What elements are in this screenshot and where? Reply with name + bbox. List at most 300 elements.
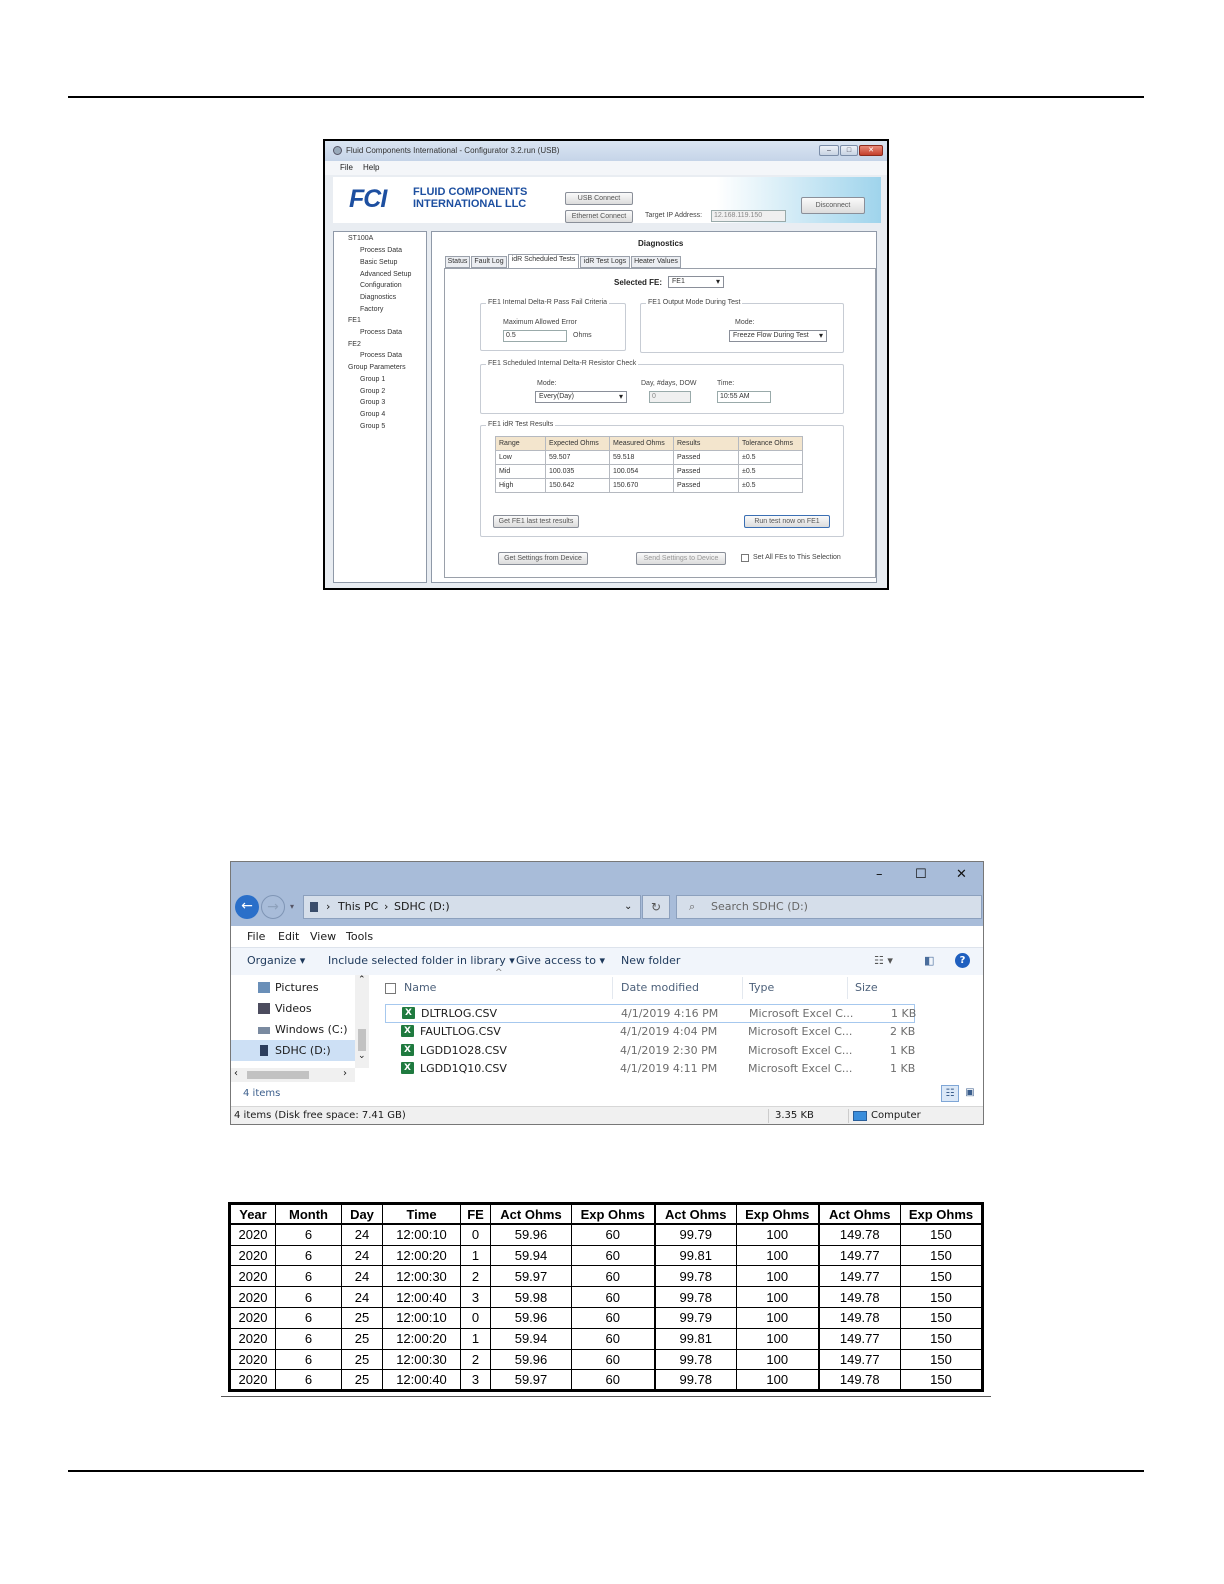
results-cell: Passed (674, 479, 739, 493)
menu-bar (325, 161, 887, 175)
tree-item-diagnostics[interactable]: Diagnostics (360, 294, 397, 301)
disconnect-button[interactable]: Disconnect (801, 197, 865, 214)
status-size: 3.35 KB (775, 1110, 814, 1121)
new-folder-button[interactable]: New folder (621, 954, 681, 967)
table-cell: 12:00:20 (383, 1245, 461, 1266)
target-ip-field[interactable]: 12.168.119.150 (711, 210, 786, 222)
tree-item-fe1-process-data[interactable]: Process Data (360, 329, 403, 336)
sd-card-icon (260, 1045, 268, 1056)
table-cell: 60 (572, 1307, 655, 1328)
header-exp-ohms-100: Exp Ohms (737, 1204, 819, 1225)
results-row (496, 465, 803, 479)
table-cell: 2020 (230, 1370, 276, 1391)
tree-item-factory[interactable]: Factory (360, 306, 384, 313)
scrollbar-thumb[interactable] (247, 1071, 309, 1079)
nav-vertical-scrollbar[interactable] (355, 975, 369, 1068)
output-mode-label: Mode: (735, 319, 755, 326)
target-ip-label: Target IP Address: (645, 212, 703, 219)
table-cell: 12:00:40 (383, 1370, 461, 1391)
table-cell: 149.78 (819, 1224, 901, 1245)
table-cell: 150 (901, 1307, 983, 1328)
table-cell: 24 (342, 1266, 383, 1287)
file-name: DLTRLOG.CSV (421, 1007, 498, 1020)
minimize-button[interactable]: – (819, 145, 839, 156)
table-cell: 100 (737, 1307, 819, 1328)
status-location: Computer (871, 1110, 921, 1121)
get-settings-button[interactable]: Get Settings from Device (498, 552, 588, 565)
table-cell: 25 (342, 1307, 383, 1328)
table-cell: 6 (276, 1266, 342, 1287)
nav-item-windows-c[interactable] (231, 1019, 355, 1040)
table-cell: 12:00:10 (383, 1224, 461, 1245)
table-cell: 2020 (230, 1266, 276, 1287)
help-icon[interactable]: ? (955, 953, 970, 968)
header-act-ohms-150: Act Ohms (819, 1204, 901, 1225)
table-cell: 1 (461, 1328, 491, 1349)
table-cell: 60 (572, 1245, 655, 1266)
selected-fe-dropdown[interactable]: FE1 ▾ (668, 276, 724, 288)
results-header-measured: Measured Ohms (610, 437, 674, 451)
set-all-fes-label: Set All FEs to This Selection (753, 554, 841, 561)
maximize-button[interactable]: □ (840, 145, 858, 156)
table-cell: 149.78 (819, 1370, 901, 1391)
tab-idr-test-logs[interactable]: idR Test Logs (580, 256, 630, 268)
file-name: LGDD1O28.CSV (420, 1044, 507, 1057)
results-cell: ±0.5 (739, 479, 803, 493)
results-cell: ±0.5 (739, 451, 803, 465)
table-row (230, 1349, 983, 1370)
schedule-mode-label: Mode: (537, 380, 557, 387)
app-header (333, 177, 881, 223)
status-separator (768, 1109, 769, 1123)
day-label: Day, #days, DOW (641, 380, 697, 387)
table-row (230, 1328, 983, 1349)
videos-icon (258, 1003, 270, 1014)
table-cell: 150 (901, 1287, 983, 1308)
file-date: 4/1/2019 4:11 PM (620, 1062, 718, 1075)
menu-edit[interactable]: Edit (278, 930, 300, 943)
table-cell: 0 (461, 1224, 491, 1245)
results-cell: Mid (496, 465, 546, 479)
table-cell: 149.77 (819, 1266, 901, 1287)
address-bar-area (231, 890, 983, 926)
table-cell: 100 (737, 1287, 819, 1308)
scheduled-check-group (480, 360, 844, 414)
nav-item-pictures[interactable] (231, 977, 355, 998)
menu-file[interactable]: File (247, 930, 266, 943)
table-cell: 100 (737, 1245, 819, 1266)
back-arrow-icon[interactable]: ← (235, 895, 259, 919)
tab-heater-values[interactable]: Heater Values (631, 256, 681, 268)
tree-item-basic-setup[interactable]: Basic Setup (360, 259, 398, 266)
diagnostics-panel (431, 231, 877, 583)
tree-item-fe1[interactable]: FE1 (348, 317, 361, 324)
results-row (496, 479, 803, 493)
table-cell: 6 (276, 1245, 342, 1266)
table-cell: 1 (461, 1245, 491, 1266)
results-header-expected: Expected Ohms (546, 437, 610, 451)
header-exp-ohms-60: Exp Ohms (572, 1204, 655, 1225)
file-type: Microsoft Excel C... (748, 1044, 853, 1057)
table-cell: 3 (461, 1287, 491, 1308)
table-cell: 150 (901, 1370, 983, 1391)
drive-icon (258, 1027, 270, 1034)
table-cell: 60 (572, 1370, 655, 1391)
header-exp-ohms-150: Exp Ohms (901, 1204, 983, 1225)
address-dropdown-icon[interactable]: ⌄ (624, 901, 633, 912)
table-cell: 150 (901, 1224, 983, 1245)
table-cell: 59.94 (491, 1328, 572, 1349)
tree-item-st100a[interactable]: ST100A (348, 235, 374, 242)
send-settings-button[interactable]: Send Settings to Device (636, 552, 726, 565)
menu-view[interactable]: View (310, 930, 337, 943)
results-row (496, 451, 803, 465)
log-data-table (228, 1202, 984, 1392)
results-cell: Passed (674, 451, 739, 465)
table-cell: 59.96 (491, 1224, 572, 1245)
table-cell: 99.79 (655, 1307, 737, 1328)
file-size: 1 KB (890, 1062, 916, 1075)
results-cell: 100.054 (610, 465, 674, 479)
file-row[interactable] (385, 1023, 915, 1042)
ethernet-connect-button[interactable]: Ethernet Connect (565, 210, 633, 223)
refresh-icon[interactable]: ↻ (642, 895, 670, 919)
table-cell: 150 (901, 1266, 983, 1287)
table-cell: 6 (276, 1224, 342, 1245)
table-cell: 12:00:10 (383, 1307, 461, 1328)
table-cell: 100 (737, 1328, 819, 1349)
results-cell: 59.507 (546, 451, 610, 465)
table-cell: 99.78 (655, 1266, 737, 1287)
table-cell: 59.98 (491, 1287, 572, 1308)
table-cell: 100 (737, 1349, 819, 1370)
file-size: 1 KB (891, 1007, 917, 1020)
table-cell: 12:00:40 (383, 1287, 461, 1308)
forward-arrow-icon[interactable]: → (261, 895, 285, 919)
column-header-size[interactable]: Size (855, 981, 878, 994)
table-row (230, 1245, 983, 1266)
results-cell: 150.670 (610, 479, 674, 493)
tree-item-group-1[interactable]: Group 1 (360, 376, 386, 383)
column-separator (742, 977, 743, 999)
test-results-table (495, 436, 803, 493)
column-separator (612, 977, 613, 999)
table-cell: 60 (572, 1224, 655, 1245)
scroll-up-icon[interactable]: ⌃ (358, 975, 366, 985)
table-cell: 149.77 (819, 1245, 901, 1266)
set-all-fes-checkbox[interactable] (741, 554, 749, 562)
results-cell: ±0.5 (739, 465, 803, 479)
table-cell: 99.81 (655, 1245, 737, 1266)
table-cell: 24 (342, 1287, 383, 1308)
item-count: 4 items (243, 1088, 281, 1099)
view-options-icon[interactable]: ☷ ▾ (874, 954, 893, 967)
tab-idr-scheduled-tests[interactable]: idR Scheduled Tests (508, 254, 579, 269)
table-cell: 59.96 (491, 1307, 572, 1328)
table-cell: 2020 (230, 1245, 276, 1266)
computer-icon (853, 1111, 867, 1121)
table-cell: 3 (461, 1370, 491, 1391)
get-last-results-button[interactable]: Get FE1 last test results (493, 515, 579, 528)
scrollbar-thumb[interactable] (358, 1029, 366, 1051)
file-date: 4/1/2019 4:04 PM (620, 1025, 718, 1038)
tree-item-advanced-setup[interactable]: Advanced Setup (360, 271, 412, 278)
table-cell: 25 (342, 1370, 383, 1391)
header-day: Day (342, 1204, 383, 1225)
header-rule (68, 96, 1144, 98)
select-all-checkbox[interactable] (385, 983, 396, 994)
window-title: Fluid Components International - Configurator 3.2.run (USB) (346, 146, 560, 155)
header-act-ohms-100: Act Ohms (655, 1204, 737, 1225)
table-cell: 100 (737, 1224, 819, 1245)
excel-file-icon: X (401, 1025, 414, 1037)
tree-item-fe2-process-data[interactable]: Process Data (360, 352, 403, 359)
tree-item-group-parameters[interactable]: Group Parameters (348, 364, 406, 371)
table-cell: 99.79 (655, 1224, 737, 1245)
scheduled-check-caption: FE1 Scheduled Internal Delta-R Resistor Check (488, 360, 637, 367)
search-icon: ⌕ (689, 900, 696, 913)
breadcrumb-separator: › (384, 900, 389, 913)
breadcrumb-this-pc[interactable]: This PC (338, 900, 379, 913)
file-name: LGDD1Q10.CSV (420, 1062, 507, 1075)
time-label: Time: (717, 380, 735, 387)
max-error-label: Maximum Allowed Error (503, 319, 577, 326)
header-time: Time (383, 1204, 461, 1225)
nav-horizontal-scrollbar[interactable] (231, 1068, 355, 1082)
table-cell: 2 (461, 1349, 491, 1370)
column-header-date[interactable]: Date modified (621, 981, 699, 994)
table-cell: 59.96 (491, 1349, 572, 1370)
pictures-icon (258, 982, 270, 993)
excel-file-icon: X (402, 1007, 415, 1019)
scroll-down-icon[interactable]: ⌄ (358, 1051, 366, 1061)
excel-file-icon: X (401, 1044, 414, 1056)
give-access-button[interactable]: Give access to ▾ (516, 954, 605, 967)
search-placeholder: Search SDHC (D:) (711, 900, 808, 913)
file-size: 1 KB (890, 1044, 916, 1057)
results-cell: Low (496, 451, 546, 465)
status-items: 4 items (Disk free space: 7.41 GB) (234, 1110, 406, 1121)
table-cell: 6 (276, 1349, 342, 1370)
max-error-input[interactable]: 0.5 (503, 330, 567, 342)
scroll-left-icon[interactable]: ‹ (234, 1068, 238, 1079)
table-cell: 149.78 (819, 1307, 901, 1328)
table-cell: 2020 (230, 1287, 276, 1308)
column-header-type[interactable]: Type (749, 981, 775, 994)
breadcrumb-separator: › (326, 900, 331, 913)
excel-file-icon: X (401, 1062, 414, 1074)
large-icons-view-icon[interactable]: ▣ (965, 1087, 975, 1098)
file-date: 4/1/2019 2:30 PM (620, 1044, 718, 1057)
search-box[interactable] (676, 895, 982, 919)
table-cell: 149.77 (819, 1349, 901, 1370)
include-in-library-button[interactable]: Include selected folder in library ▾ (328, 954, 515, 967)
details-view-icon[interactable]: ☷ (941, 1085, 959, 1102)
usb-connect-button[interactable]: USB Connect (565, 192, 633, 205)
organize-button[interactable]: Organize ▾ (247, 954, 306, 967)
table-cell: 6 (276, 1328, 342, 1349)
tab-status[interactable]: Status (445, 256, 470, 268)
logo-line-2: INTERNATIONAL LLC (413, 198, 527, 210)
results-header-range: Range (496, 437, 546, 451)
results-cell: 100.035 (546, 465, 610, 479)
table-cell: 0 (461, 1307, 491, 1328)
preview-pane-icon[interactable]: ◧ (924, 954, 935, 967)
table-cell: 60 (572, 1266, 655, 1287)
tree-item-group-4[interactable]: Group 4 (360, 411, 386, 418)
navigation-pane (231, 975, 369, 1081)
nav-item-label: Pictures (275, 981, 319, 994)
table-cell: 12:00:30 (383, 1266, 461, 1287)
table-cell: 100 (737, 1370, 819, 1391)
table-cell: 2020 (230, 1224, 276, 1245)
table-cell: 99.78 (655, 1349, 737, 1370)
close-button[interactable]: ✕ (956, 867, 967, 882)
file-row[interactable] (385, 1004, 915, 1023)
results-header-row (496, 437, 803, 451)
table-cell: 12:00:30 (383, 1349, 461, 1370)
results-header-tolerance: Tolerance Ohms (739, 437, 803, 451)
footer-rule (68, 1470, 1144, 1472)
table-header-row (230, 1204, 983, 1225)
results-cell: 59.518 (610, 451, 674, 465)
results-cell: 150.642 (546, 479, 610, 493)
table-cell: 2020 (230, 1307, 276, 1328)
table-cell: 149.78 (819, 1287, 901, 1308)
nav-item-label: SDHC (D:) (275, 1044, 331, 1057)
results-header-results: Results (674, 437, 739, 451)
nav-item-sdhc[interactable] (231, 1040, 355, 1061)
file-date: 4/1/2019 4:16 PM (621, 1007, 719, 1020)
max-error-unit: Ohms (573, 332, 592, 339)
table-cell: 12:00:20 (383, 1328, 461, 1349)
maximize-button[interactable]: ☐ (915, 867, 927, 882)
table-row (230, 1266, 983, 1287)
configurator-titlebar (325, 141, 887, 161)
table-cell: 2 (461, 1266, 491, 1287)
fci-logo: FCI (349, 185, 387, 213)
explorer-window (230, 861, 984, 1125)
table-cell: 25 (342, 1349, 383, 1370)
header-month: Month (276, 1204, 342, 1225)
tree-item-group-2[interactable]: Group 2 (360, 388, 386, 395)
status-separator (848, 1109, 849, 1123)
pass-fail-caption: FE1 Internal Delta-R Pass Fail Criteria (488, 299, 608, 306)
logo-line-1: FLUID COMPONENTS (413, 186, 528, 198)
table-cell: 150 (901, 1328, 983, 1349)
table-cell: 6 (276, 1370, 342, 1391)
table-cell: 99.78 (655, 1287, 737, 1308)
file-row[interactable] (385, 1042, 915, 1061)
file-row[interactable] (385, 1060, 915, 1079)
table-cell: 24 (342, 1224, 383, 1245)
breadcrumb-sdhc[interactable]: SDHC (D:) (394, 900, 450, 913)
menu-bar (231, 926, 983, 948)
address-box[interactable] (303, 895, 641, 919)
menu-file[interactable]: File (340, 163, 353, 172)
close-button[interactable]: ✕ (859, 145, 883, 156)
table-cell: 150 (901, 1245, 983, 1266)
drive-icon (310, 902, 318, 912)
explorer-titlebar (231, 862, 983, 890)
scroll-right-icon[interactable]: › (343, 1068, 347, 1079)
run-test-now-button[interactable]: Run test now on FE1 (744, 515, 830, 528)
configurator-window (323, 139, 889, 590)
sort-indicator-icon: ^ (495, 968, 503, 978)
table-cell: 2020 (230, 1328, 276, 1349)
tab-fault-log[interactable]: Fault Log (471, 256, 507, 268)
table-cell: 6 (276, 1287, 342, 1308)
app-icon (333, 146, 342, 155)
file-size: 2 KB (890, 1025, 916, 1038)
table-cell: 60 (572, 1349, 655, 1370)
header-fe: FE (461, 1204, 491, 1225)
table-cell: 59.94 (491, 1245, 572, 1266)
output-mode-group (640, 299, 844, 353)
table-cell: 59.97 (491, 1266, 572, 1287)
time-picker[interactable]: 10:55 AM (717, 391, 771, 403)
nav-item-label: Videos (275, 1002, 312, 1015)
output-mode-dropdown[interactable]: Freeze Flow During Test ▾ (729, 330, 827, 342)
table-underline (221, 1396, 991, 1397)
header-year: Year (230, 1204, 276, 1225)
table-cell: 100 (737, 1266, 819, 1287)
file-name: FAULTLOG.CSV (420, 1025, 501, 1038)
table-row (230, 1287, 983, 1308)
menu-help[interactable]: Help (363, 163, 380, 172)
tree-item-group-3[interactable]: Group 3 (360, 399, 386, 406)
tree-item-group-5[interactable]: Group 5 (360, 423, 386, 430)
recent-locations-chevron-icon[interactable]: ▾ (290, 902, 295, 911)
file-type: Microsoft Excel C... (749, 1007, 854, 1020)
table-cell: 149.77 (819, 1328, 901, 1349)
nav-item-videos[interactable] (231, 998, 355, 1019)
selected-fe-label: Selected FE: (614, 278, 663, 287)
nav-item-label: Windows (C:) (275, 1023, 348, 1036)
tree-item-configuration[interactable]: Configuration (360, 282, 402, 289)
command-bar (231, 948, 983, 975)
table-cell: 60 (572, 1287, 655, 1308)
day-stepper[interactable]: 0 (649, 391, 691, 403)
header-act-ohms-60: Act Ohms (491, 1204, 572, 1225)
file-type: Microsoft Excel C... (748, 1062, 853, 1075)
table-row (230, 1370, 983, 1391)
table-cell: 150 (901, 1349, 983, 1370)
schedule-mode-dropdown[interactable]: Every(Day) ▾ (535, 391, 627, 403)
panel-title: Diagnostics (638, 239, 684, 248)
table-cell: 60 (572, 1328, 655, 1349)
tree-item-process-data[interactable]: Process Data (360, 247, 403, 254)
navigation-tree (333, 231, 427, 583)
table-cell: 59.97 (491, 1370, 572, 1391)
menu-tools[interactable]: Tools (346, 930, 374, 943)
status-bar (231, 1106, 983, 1125)
tree-item-fe2[interactable]: FE2 (348, 341, 361, 348)
minimize-button[interactable]: – (876, 867, 883, 882)
file-type: Microsoft Excel C... (748, 1025, 853, 1038)
table-row (230, 1224, 983, 1245)
results-cell: High (496, 479, 546, 493)
column-separator (847, 977, 848, 999)
results-cell: Passed (674, 465, 739, 479)
table-cell: 2020 (230, 1349, 276, 1370)
output-mode-caption: FE1 Output Mode During Test (648, 299, 741, 306)
column-header-name[interactable]: Name (404, 981, 437, 994)
table-cell: 25 (342, 1328, 383, 1349)
table-row (230, 1307, 983, 1328)
table-cell: 99.78 (655, 1370, 737, 1391)
test-results-caption: FE1 idR Test Results (488, 421, 554, 428)
